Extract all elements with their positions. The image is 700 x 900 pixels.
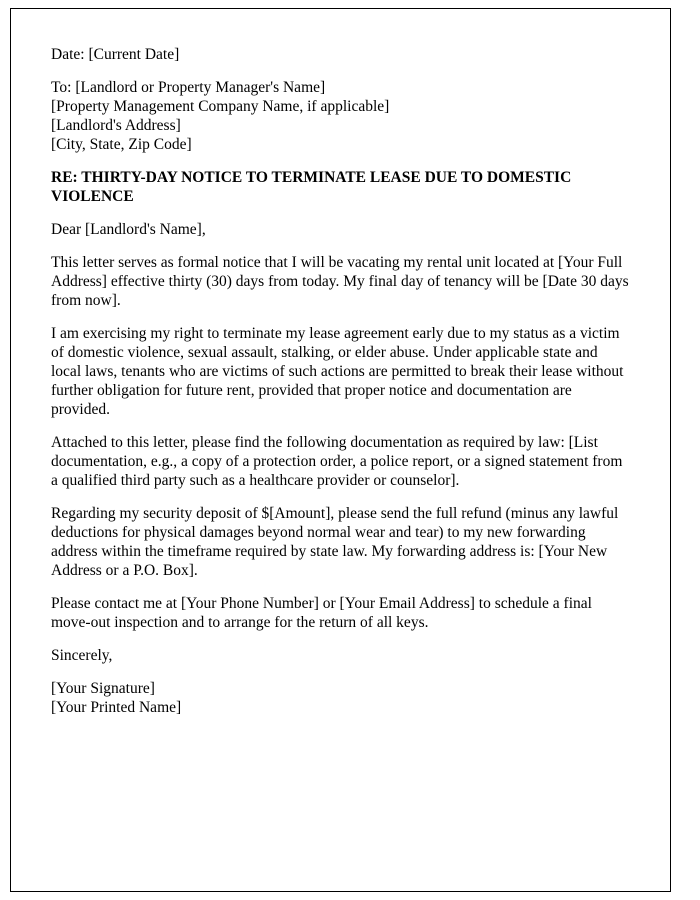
closing: Sincerely,: [51, 647, 113, 664]
body-paragraph: Attached to this letter, please find the following documentation as required by law: [List documentation, e.g., a copy of a protection order, a police report, or a signed statement from a qualified third party such as a healthcare provider or counselor].: [51, 434, 623, 489]
body-paragraph: Please contact me at [Your Phone Number] or [Your Email Address] to schedule a final move-out inspection and to arrange for the return of all keys.: [51, 595, 592, 631]
signature-line: [Your Signature]: [51, 680, 155, 697]
recipient-line: [Property Management Company Name, if applicable]: [51, 98, 390, 115]
signature-block: [51, 679, 630, 717]
recipient-line: [City, State, Zip Code]: [51, 136, 192, 153]
body-paragraph: This letter serves as formal notice that I will be vacating my rental unit located at [Your Full Address] effective thirty (30) days from today. My final day of tenancy will be [Date 30 days from now].: [51, 254, 629, 309]
body-paragraph: I am exercising my right to terminate my lease agreement early due to my status as a victim of domestic violence, sexual assault, stalking, or elder abuse. Under applicable state and local laws, tenants who are victims of such actions are permitted to break their lease without further obligation for future rent, provided that proper notice and documentation are provided.: [51, 325, 624, 418]
body-paragraph: Regarding my security deposit of $[Amount], please send the full refund (minus any lawful deductions for physical damages beyond normal wear and tear) to my new forwarding address within the timeframe required by state law. My forwarding address is: [Your New Address or a P.O. Box].: [51, 505, 619, 579]
signature-line: [Your Printed Name]: [51, 699, 182, 716]
recipient-line: [Landlord's Address]: [51, 117, 181, 134]
letter-page: [10, 8, 671, 892]
letter-content: [11, 9, 670, 761]
recipient-line: To: [Landlord or Property Manager's Name]: [51, 79, 326, 96]
subject-line: RE: THIRTY-DAY NOTICE TO TERMINATE LEASE DUE TO DOMESTIC VIOLENCE: [51, 169, 572, 205]
date-line: Date: [Current Date]: [51, 46, 180, 63]
salutation: Dear [Landlord's Name],: [51, 221, 206, 238]
date-block: [51, 45, 630, 64]
recipient-block: [51, 78, 630, 154]
